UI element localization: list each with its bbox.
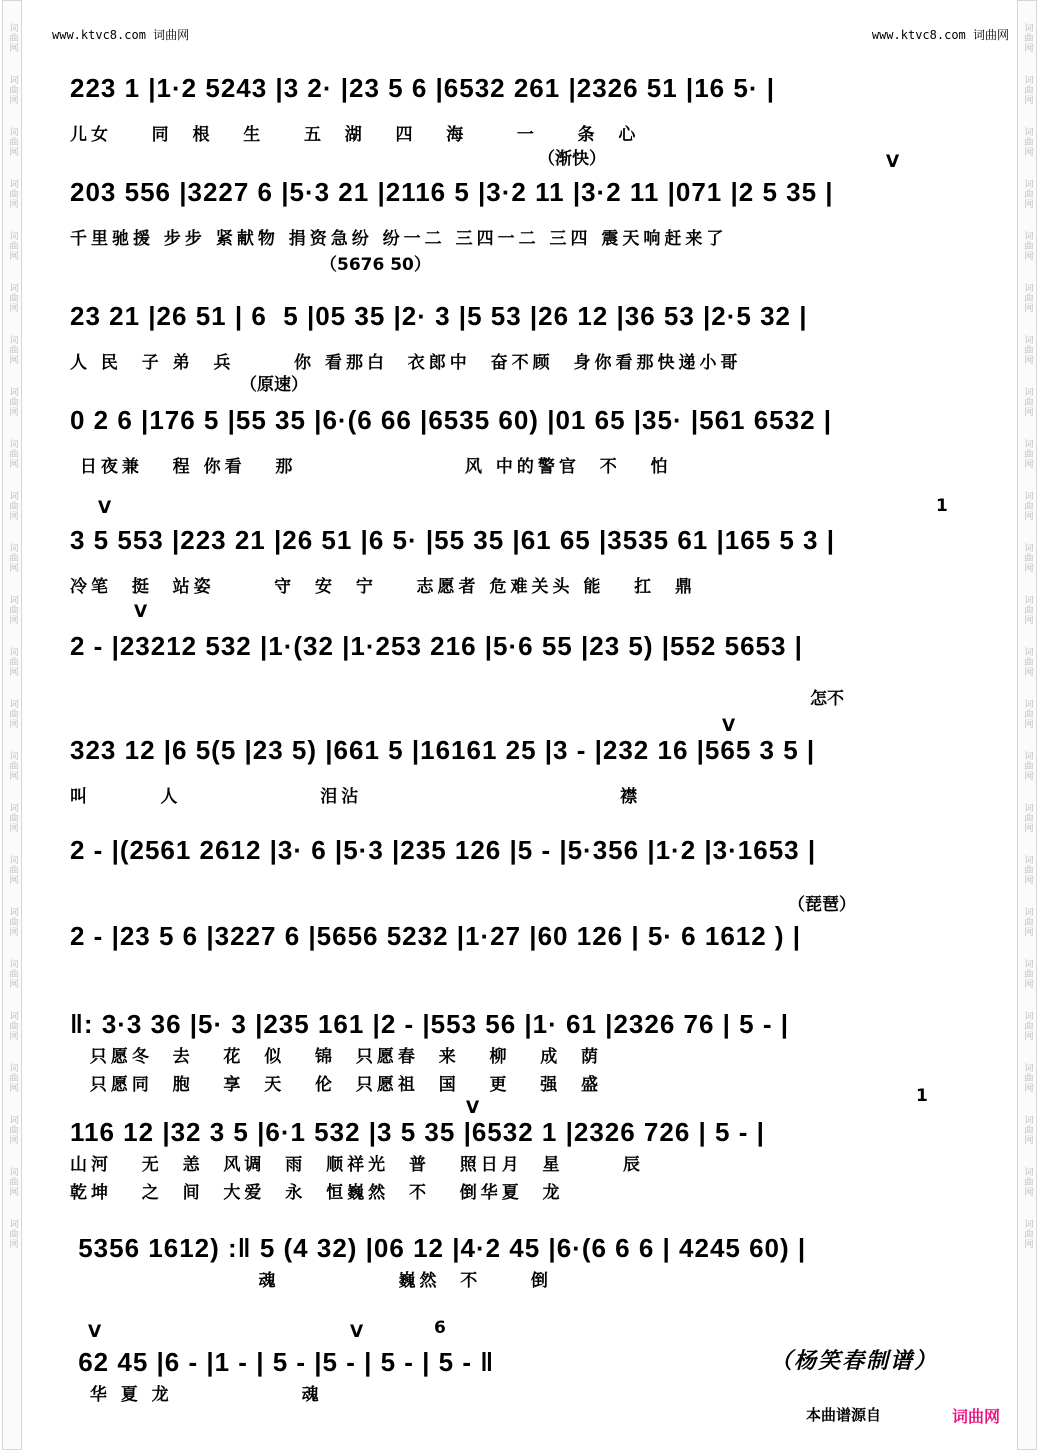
lyrics-line-verse-2: 乾坤 之 间 大爱 永 恒巍然 不 倒华夏 龙 (70, 1183, 564, 1203)
side-watermark: 词曲网 (7, 803, 18, 833)
side-watermark: 词曲网 (7, 439, 18, 469)
side-watermark: 词曲网 (1022, 283, 1033, 313)
side-watermark: 词曲网 (1022, 543, 1033, 573)
side-watermark: 词曲网 (7, 699, 18, 729)
volta-1-mark: 1 (916, 1086, 928, 1106)
side-watermark: 词曲网 (1022, 1167, 1033, 1197)
side-watermark: 词曲网 (7, 179, 18, 209)
side-watermark: 词曲网 (1022, 75, 1033, 105)
side-watermark: 词曲网 (7, 387, 18, 417)
notation-line: 0 2 6 |176 5 |55 35 |6·(6 66 |6535 60) |01 65 |35· |561 6532 | (70, 405, 833, 435)
notation-line: 323 12 |6 5(5 |23 5) |661 5 |16161 25 |3 - |232 16 |565 3 5 | (70, 735, 816, 765)
tempo-mark: （渐快） (538, 149, 606, 169)
notation-line: 3 5 553 |223 21 |26 51 |6 5· |55 35 |61 65 |3535 61 |165 5 3 | (70, 525, 835, 555)
side-watermark: 词曲网 (1022, 855, 1033, 885)
side-watermark: 词曲网 (7, 1167, 18, 1197)
side-watermark: 词曲网 (1022, 1063, 1033, 1093)
notation-line: 2 - |23 5 6 |3227 6 |5656 5232 |1·27 |60 126 | 5· 6 1612 ) | (70, 921, 802, 951)
side-watermark: 词曲网 (1022, 595, 1033, 625)
grace-note-mark: 6 (434, 1318, 446, 1338)
source-text: 本曲谱源自 (806, 1406, 882, 1424)
lyrics-line: 叫 人 泪沾 襟 (70, 787, 642, 807)
breath-mark: V (350, 1322, 364, 1342)
lyrics-line-verse-2: 只愿同 胞 享 天 伦 只愿祖 国 更 强 盛 (70, 1075, 603, 1095)
side-watermark: 词曲网 (7, 283, 18, 313)
notation-line: 62 45 |6 - |1 - | 5 - |5 - | 5 - | 5 - ‖ (70, 1347, 495, 1377)
lyrics-line: 华 夏 龙 魂 (70, 1385, 323, 1405)
side-watermark: 词曲网 (7, 907, 18, 937)
lyrics-line: 冷笔 挺 站姿 守 安 宁 志愿者 危难关头 能 扛 鼎 (70, 577, 696, 597)
header-site-right[interactable]: www.ktvc8.com 词曲网 (871, 28, 1009, 42)
side-watermark: 词曲网 (1022, 231, 1033, 261)
side-watermark: 词曲网 (1022, 335, 1033, 365)
breath-mark: V (886, 152, 900, 172)
lyrics-line: 千里驰援 步步 紧献物 捐资急纷 纷一二 三四一二 三四 震天响赶来了 (70, 229, 728, 249)
notation-line: 116 12 |32 3 5 |6·1 532 |3 5 35 |6532 1 |2326 726 | 5 - | (70, 1117, 765, 1147)
side-watermark: 词曲网 (7, 647, 18, 677)
side-watermark: 词曲网 (1022, 1011, 1033, 1041)
side-watermark: 词曲网 (7, 127, 18, 157)
side-watermark: 词曲网 (1022, 127, 1033, 157)
side-watermark: 词曲网 (7, 491, 18, 521)
side-watermark: 词曲网 (1022, 751, 1033, 781)
side-watermark: 词曲网 (7, 23, 18, 53)
notation-line: 5356 1612) :‖ 5 (4 32) |06 12 |4·2 45 |6·(6 6 6 | 4245 60) | (70, 1233, 807, 1263)
lyrics-line: 人 民 子 弟 兵 你 看那白 衣郎中 奋不顾 身你看那快递小哥 (70, 353, 742, 373)
notation-line: 203 556 |3227 6 |5·3 21 |2116 5 |3·2 11 |3·2 11 |071 |2 5 35 | (70, 177, 834, 207)
side-watermark: 词曲网 (1022, 179, 1033, 209)
notation-line: ‖: 3·3 36 |5· 3 |235 161 |2 - |553 56 |1· 61 |2326 76 | 5 - | (70, 1009, 789, 1039)
breath-mark: V (722, 716, 736, 736)
lyrics-line: 日夜兼 程 你看 那 风 中的警官 不 怕 (70, 457, 672, 477)
lyrics-fragment: 怎不 (810, 689, 844, 709)
right-watermark-strip (1017, 0, 1037, 1450)
side-watermark: 词曲网 (7, 231, 18, 261)
lyrics-line: 儿女 同 根 生 五 湖 四 海 一 条 心 (70, 125, 640, 145)
lyrics-line-verse-1: 只愿冬 去 花 似 锦 只愿春 来 柳 成 荫 (70, 1047, 603, 1067)
side-watermark: 词曲网 (7, 543, 18, 573)
side-watermark: 词曲网 (7, 1115, 18, 1145)
side-watermark: 词曲网 (1022, 1219, 1033, 1249)
side-watermark: 词曲网 (7, 1063, 18, 1093)
side-watermark: 词曲网 (7, 1011, 18, 1041)
instrument-mark: （琵琶） (788, 895, 856, 915)
side-watermark: 词曲网 (1022, 23, 1033, 53)
side-watermark: 词曲网 (7, 75, 18, 105)
side-watermark: 词曲网 (1022, 439, 1033, 469)
tempo-mark: （原速） (240, 375, 308, 395)
side-watermark: 词曲网 (7, 751, 18, 781)
side-watermark: 词曲网 (1022, 387, 1033, 417)
side-watermark: 词曲网 (1022, 647, 1033, 677)
arranger-credit: （杨笑春制谱） (770, 1348, 939, 1374)
side-watermark: 词曲网 (7, 595, 18, 625)
side-watermark: 词曲网 (7, 855, 18, 885)
notation-line: 23 21 |26 51 | 6 5 |05 35 |2· 3 |5 53 |26 12 |36 53 |2·5 32 | (70, 301, 808, 331)
side-watermark: 词曲网 (1022, 1115, 1033, 1145)
side-watermark: 词曲网 (7, 959, 18, 989)
side-watermark: 词曲网 (1022, 491, 1033, 521)
left-watermark-strip (2, 0, 22, 1450)
notation-line: 223 1 |1·2 5243 |3 2· |23 5 6 |6532 261 |2326 51 |16 5· | (70, 73, 775, 103)
notation-line: 2 - |23212 532 |1·(32 |1·253 216 |5·6 55 |23 5) |552 5653 | (70, 631, 803, 661)
side-watermark: 词曲网 (7, 335, 18, 365)
side-watermark: 词曲网 (1022, 959, 1033, 989)
breath-mark: V (98, 498, 112, 518)
header-site-left[interactable]: www.ktvc8.com 词曲网 (52, 28, 190, 42)
side-watermark: 词曲网 (1022, 907, 1033, 937)
side-watermark: 词曲网 (7, 1219, 18, 1249)
lyrics-line-verse-1: 山河 无 恙 风调 雨 顺祥光 普 照日月 星 辰 (70, 1155, 645, 1175)
lyrics-line: 魂 巍然 不 倒 (70, 1271, 552, 1291)
breath-mark: V (134, 602, 148, 622)
notation-line: 2 - |(2561 2612 |3· 6 |5·3 |235 126 |5 - |5·356 |1·2 |3·1653 | (70, 835, 817, 865)
grace-note-mark: 1 (936, 496, 948, 516)
side-watermark: 词曲网 (1022, 699, 1033, 729)
breath-mark: V (466, 1098, 480, 1118)
footer-brand-link[interactable]: 词曲网 (952, 1407, 1001, 1426)
breath-mark: V (88, 1322, 102, 1342)
ornament-mark: （5676 50） (320, 255, 431, 275)
side-watermark: 词曲网 (1022, 803, 1033, 833)
